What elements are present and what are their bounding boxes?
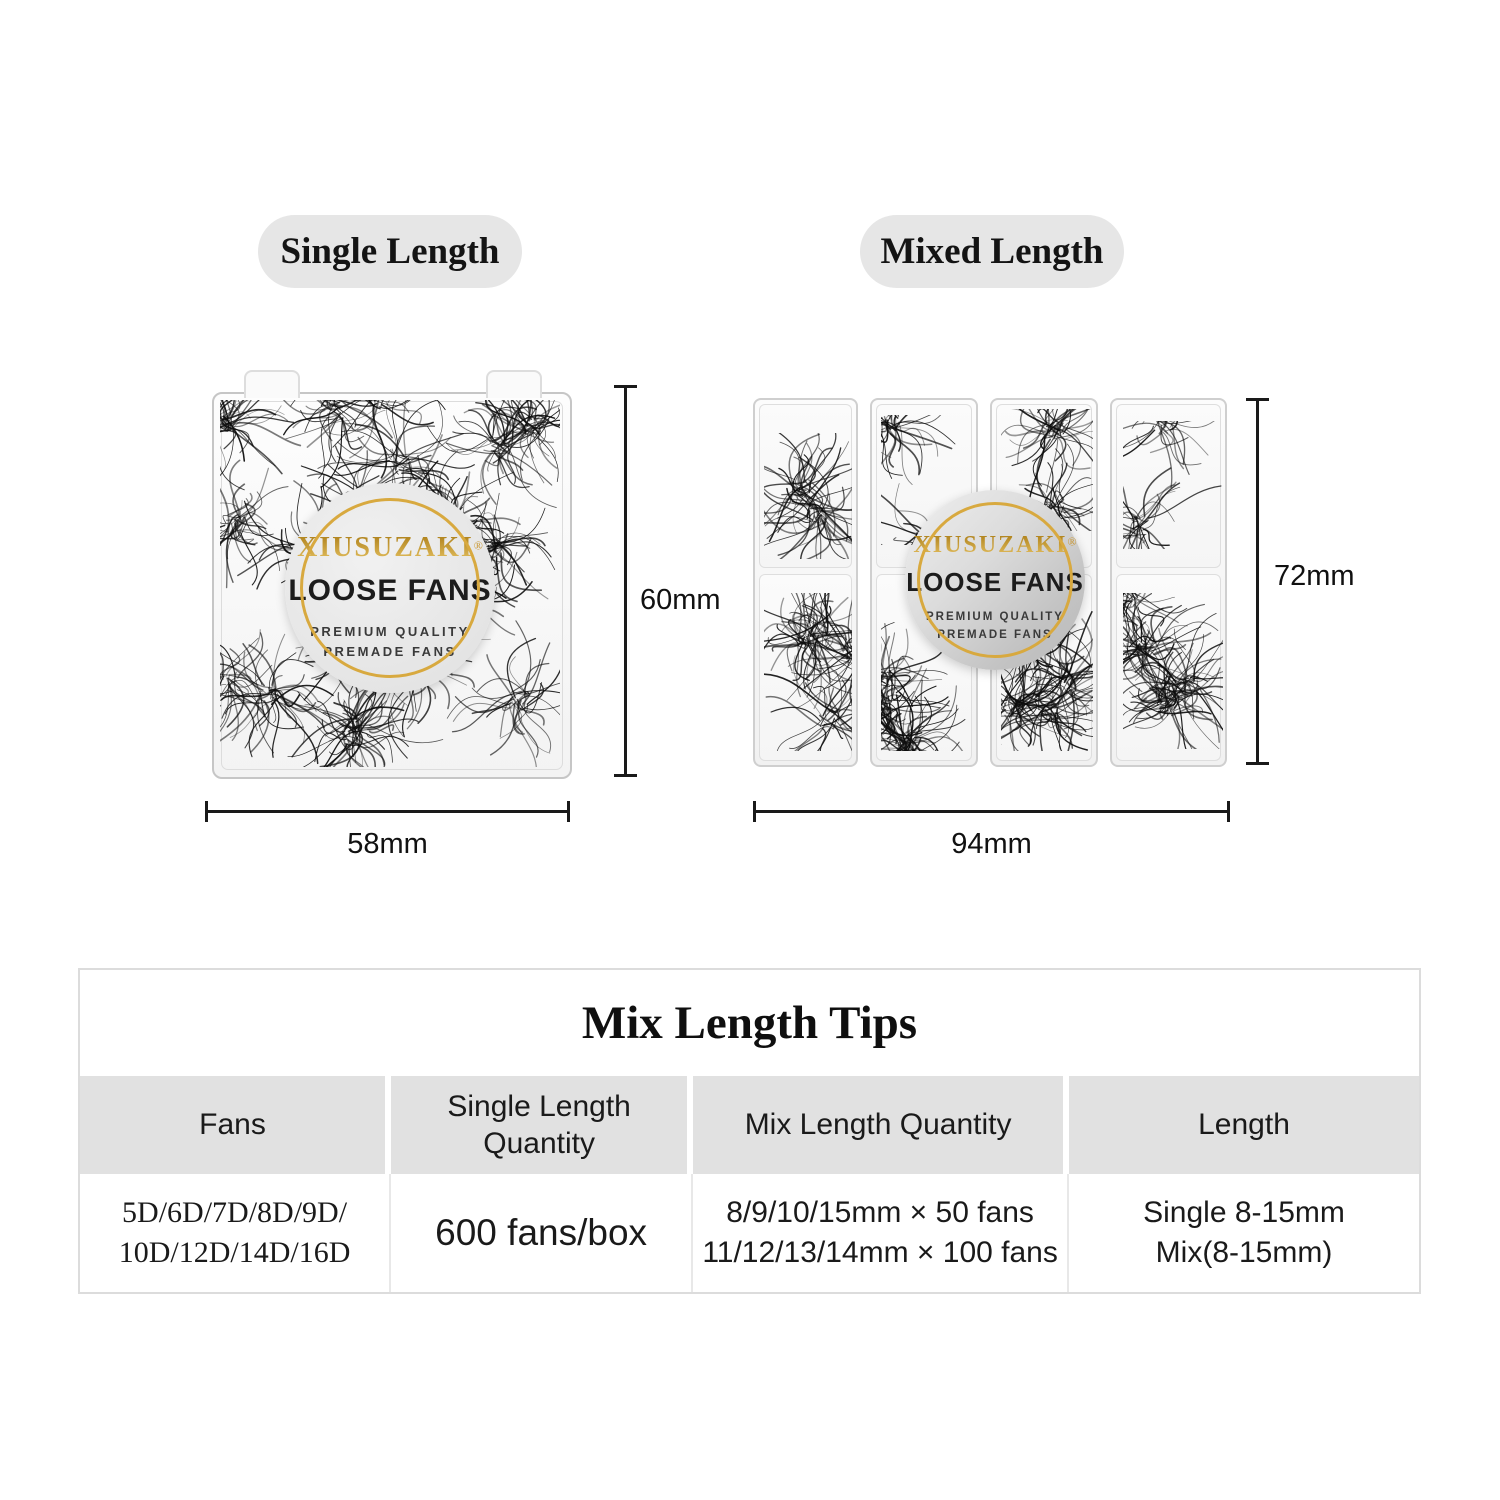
registered-mark: ®	[473, 538, 483, 553]
product-label-single	[285, 483, 495, 693]
cell-single-quantity-value: 600 fans/box	[435, 1212, 648, 1254]
dimension-label-72mm: 72mm	[1274, 560, 1355, 592]
brand-name: XIUSUZAKI	[297, 532, 474, 563]
cell-fans	[80, 1174, 391, 1292]
dimension-line-vertical	[624, 385, 627, 777]
spec-table	[78, 968, 1421, 1294]
registered-mark: ®	[1067, 534, 1077, 549]
compartment	[1116, 574, 1221, 761]
brand-name: XIUSUZAKI	[913, 532, 1068, 558]
box-hinge	[486, 370, 542, 398]
badge-mixed-length	[860, 215, 1124, 288]
dimension-line-vertical	[1256, 398, 1259, 765]
badge-mixed-length-label: Mixed Length	[880, 231, 1104, 272]
table-data-row	[80, 1174, 1419, 1292]
compartment	[759, 404, 852, 568]
lash-fans-photo	[764, 433, 852, 559]
compartment	[1116, 404, 1221, 568]
gold-ring	[917, 502, 1073, 658]
header-mix-length-quantity: Mix Length Quantity	[693, 1076, 1069, 1174]
product-name: LOOSE FANS	[288, 574, 492, 607]
box-module	[1110, 398, 1227, 767]
product-name: LOOSE FANS	[906, 567, 1084, 597]
header-fans: Fans	[80, 1076, 391, 1174]
cell-fans-line2: 10D/12D/14D/16D	[118, 1236, 351, 1269]
tagline-line2: PREMADE FANS	[323, 644, 457, 660]
dimension-label-58mm: 58mm	[347, 828, 428, 860]
cell-length	[1069, 1174, 1419, 1292]
badge-single-length-label: Single Length	[280, 231, 500, 272]
cell-single-quantity	[391, 1174, 693, 1292]
cell-mix-quantity-line1: 8/9/10/15mm × 50 fans	[726, 1195, 1034, 1229]
cell-length-line2: Mix(8-15mm)	[1155, 1236, 1333, 1269]
header-length: Length	[1069, 1076, 1419, 1174]
tagline-line1: PREMIUM QUALITY	[926, 611, 1064, 623]
lash-fans-photo	[1123, 593, 1223, 749]
table-title: Mix Length Tips	[581, 997, 918, 1049]
cell-mix-quantity	[693, 1174, 1069, 1292]
dimension-line-horizontal	[205, 810, 570, 813]
lash-fans-photo	[764, 593, 852, 751]
product-label-mixed	[905, 490, 1085, 670]
cell-fans-line1: 5D/6D/7D/8D/9D/	[122, 1195, 348, 1229]
table-header-row	[80, 1076, 1419, 1174]
box-hinge	[244, 370, 300, 398]
dimension-label-94mm: 94mm	[951, 828, 1032, 860]
compartment	[759, 574, 852, 761]
dimension-label-60mm: 60mm	[640, 584, 721, 616]
badge-single-length	[258, 215, 522, 288]
lash-fans-photo	[1123, 421, 1223, 549]
tagline-line1: PREMIUM QUALITY	[310, 624, 470, 639]
header-single-length-quantity: Single Length Quantity	[391, 1076, 693, 1174]
gold-ring	[300, 498, 480, 678]
box-module	[753, 398, 858, 767]
dimension-line-horizontal	[753, 810, 1230, 813]
tagline-line2: PREMADE FANS	[937, 628, 1053, 641]
cell-mix-quantity-line2: 11/12/13/14mm × 100 fans	[702, 1236, 1058, 1269]
cell-length-line1: Single 8-15mm	[1143, 1195, 1345, 1229]
